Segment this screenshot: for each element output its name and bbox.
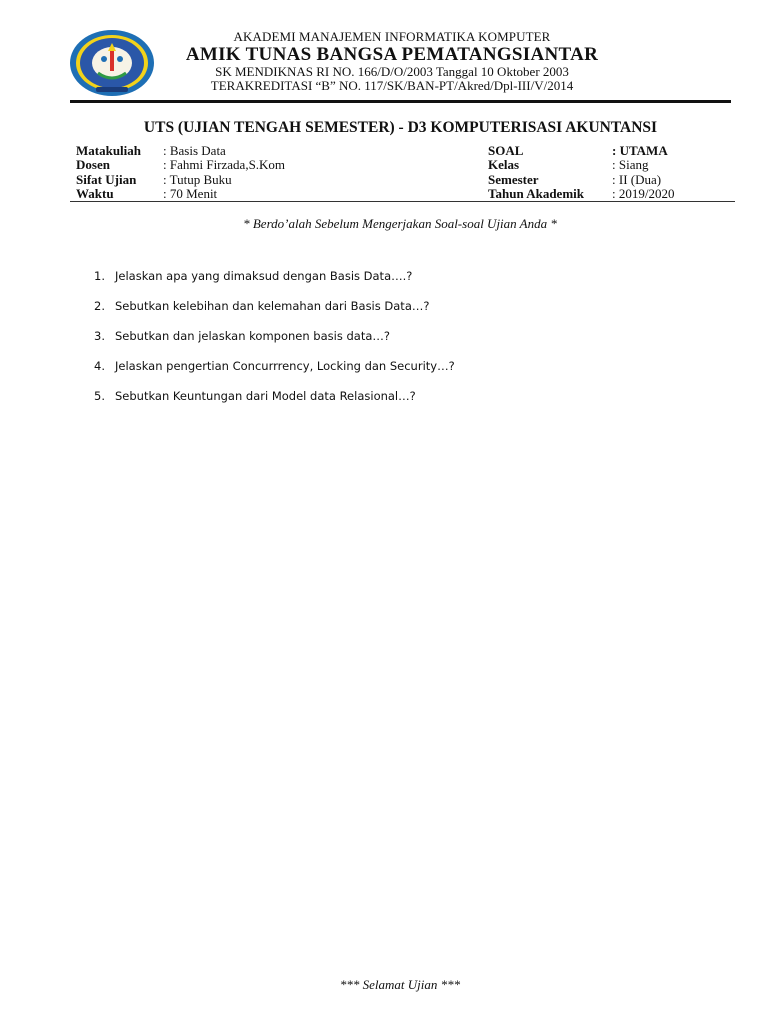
question-text: Sebutkan Keuntungan dari Model data Relasional…? bbox=[115, 389, 416, 403]
info-label: Kelas bbox=[488, 157, 520, 173]
question-text: Sebutkan kelebihan dan kelemahan dari Basis Data…? bbox=[115, 299, 430, 313]
question-list bbox=[94, 268, 455, 418]
info-row-class bbox=[488, 158, 736, 172]
header-divider bbox=[70, 100, 731, 103]
info-label: Semester bbox=[488, 171, 539, 187]
accreditation-line: TERAKREDITASI “B” NO. 117/SK/BAN-PT/Akred/Dpl-III/V/2014 bbox=[210, 78, 574, 93]
list-item bbox=[94, 268, 455, 298]
decree-line: SK MENDIKNAS RI NO. 166/D/O/2003 Tanggal 10 Oktober 2003 bbox=[215, 64, 569, 79]
info-label: Dosen bbox=[76, 157, 110, 173]
info-value: : II (Dua) bbox=[612, 171, 662, 187]
exam-info-left bbox=[76, 144, 285, 201]
info-label: SOAL bbox=[488, 143, 524, 158]
question-number: 1. bbox=[94, 269, 105, 283]
closing-note: *** Selamat Ujian *** bbox=[339, 977, 461, 992]
info-row-question-set bbox=[488, 144, 736, 158]
question-number: 2. bbox=[94, 299, 105, 313]
info-label: Matakuliah bbox=[76, 143, 142, 158]
question-text: Jelaskan apa yang dimaksud dengan Basis Data….? bbox=[115, 269, 413, 283]
list-item bbox=[94, 298, 455, 328]
info-label: Tahun Akademik bbox=[488, 185, 584, 201]
question-text: Sebutkan dan jelaskan komponen basis data…? bbox=[115, 329, 390, 343]
info-value: : Tutup Buku bbox=[163, 171, 232, 187]
info-label: Sifat Ujian bbox=[76, 171, 137, 187]
question-number: 3. bbox=[94, 329, 105, 343]
info-value: : Siang bbox=[612, 157, 649, 173]
info-row-duration bbox=[76, 187, 285, 201]
info-value: : 2019/2020 bbox=[612, 185, 675, 201]
list-item bbox=[94, 328, 455, 358]
academy-name: AKADEMI MANAJEMEN INFORMATIKA KOMPUTER bbox=[233, 29, 551, 44]
info-divider bbox=[70, 201, 735, 202]
prayer-note: * Berdo’alah Sebelum Mengerjakan Soal-soal Ujian Anda * bbox=[243, 216, 557, 231]
info-value: : Fahmi Firzada,S.Kom bbox=[163, 157, 286, 173]
list-item bbox=[94, 388, 455, 418]
question-number: 5. bbox=[94, 389, 105, 403]
info-row-semester bbox=[488, 173, 736, 187]
question-text: Jelaskan pengertian Concurrrency, Locking dan Security…? bbox=[115, 359, 455, 373]
info-value: : Basis Data bbox=[163, 143, 226, 158]
exam-info-right bbox=[488, 144, 736, 201]
info-row-exam-type bbox=[76, 173, 285, 187]
info-row-lecturer bbox=[76, 158, 285, 172]
info-row-course bbox=[76, 144, 285, 158]
info-value: : UTAMA bbox=[612, 143, 668, 158]
info-value: : 70 Menit bbox=[163, 185, 218, 201]
exam-title: UTS (UJIAN TENGAH SEMESTER) - D3 KOMPUTERISASI AKUNTANSI bbox=[143, 119, 658, 136]
info-row-academic-year bbox=[488, 187, 736, 201]
question-number: 4. bbox=[94, 359, 105, 373]
institution-name: AMIK TUNAS BANGSA PEMATANGSIANTAR bbox=[185, 44, 599, 65]
list-item bbox=[94, 358, 455, 388]
info-label: Waktu bbox=[76, 185, 114, 201]
